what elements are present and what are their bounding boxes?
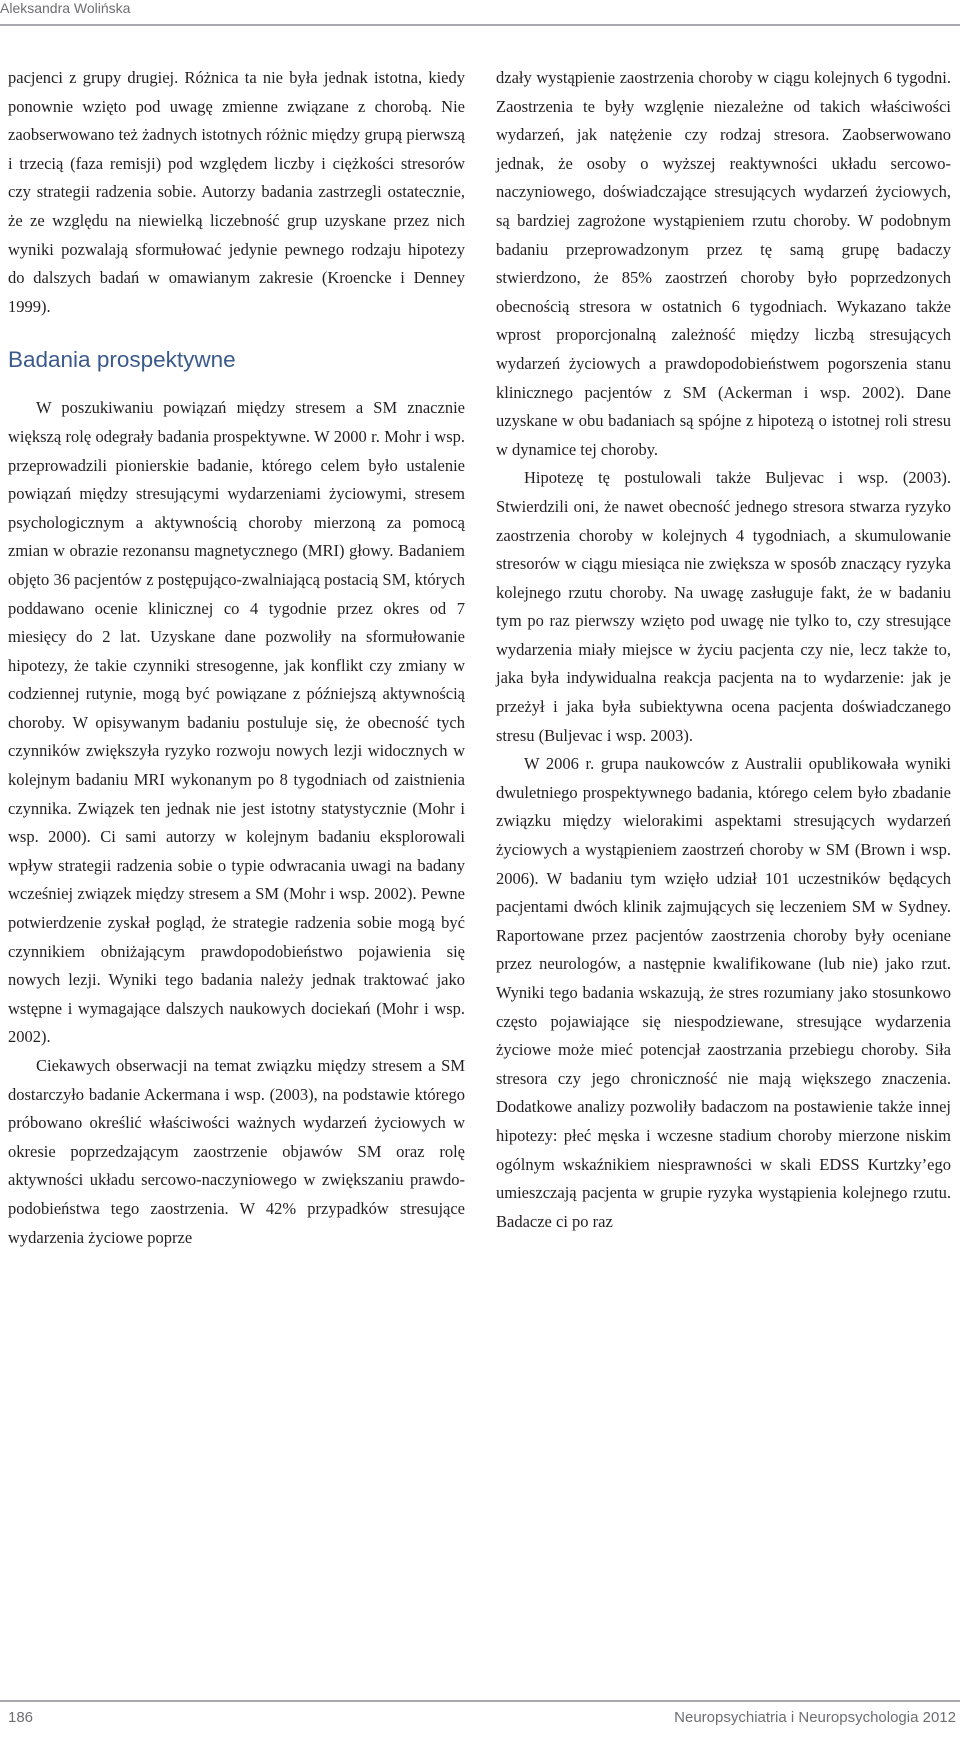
- right-column: [496, 64, 951, 1236]
- left-column: [8, 64, 465, 1252]
- paragraph: Hipotezę tę postulowali także Buljevac i wsp. (2003). Stwierdzili oni, że nawet obecność jednego stresora stwarza ryzyko zaostrzenia choroby w kolejnych 4 tygodniach, a skumulowanie stresorów w ciągu miesiąca nie zwiększa w sposób znaczący ryzyka kolejnego rzutu choroby. Na uwagę zasługuje fakt, że w badaniu tym po raz pierwszy wzięto pod uwagę nie tylko to, czy stresujące wydarzenia miały miejsce w życiu pacjenta czy nie, lecz także to, jaka była indywidualna reakcja pacjenta na to wydarzenie: jak je przeżył i jaka była subiektywna ocena pacjenta doświadczanego stresu (Buljevac i wsp. 2003).: [496, 468, 951, 745]
- journal-name: Neuropsychiatria i Neuropsychologia 2012: [674, 1709, 956, 1726]
- paragraph: W 2006 r. grupa naukowców z Australii opublikowała wyniki dwuletniego prospektywnego badania, którego celem było zbadanie związku między wielorakimi aspektami stresujących wydarzeń życiowych a wystąpieniem zaostrzeń choroby w SM (Brown i wsp. 2006). W badaniu tym wzięło udział 101 uczestników będących pacjentami dwóch klinik zajmujących się leczeniem SM w Sydney. Raportowane przez pacjentów zaostrzenia choroby były oceniane przez neurologów, a następnie kwalifikowane (lub nie) jako rzut. Wyniki tego badania wskazują, że stres rozumiany jako stosunkowo często pojawiające się niespodziewane, stresujące wydarzenia życiowe może mieć potencjał zaostrzania przebiegu choroby. Siła stresora czy jego chroniczność nie mają większego znaczenia. Dodatkowe analizy pozwoliły badaczom na postawienie także innej hipotezy: płeć męska i wczesne stadium choroby mierzone niskim ogólnym wskaźnikiem niesprawności w skali EDSS Kurtzky’ego umieszczają pacjenta w grupie ryzyka wystąpienia kolejnego rzutu. Badacze ci po raz: [496, 754, 951, 1231]
- footer-divider: [0, 1700, 960, 1702]
- running-head-author: Aleksandra Wolińska: [0, 0, 131, 16]
- paragraph: pacjenci z grupy drugiej. Różnica ta nie była jednak istotna, kiedy ponownie wzięto pod uwagę zmienne związane z chorobą. Nie zaobserwowano też żadnych istotnych różnic między grupą pierwszą i trzecią (faza remisji) pod względem liczby i ciężkości stresorów czy strategii radzenia sobie. Autorzy badania zastrzegli ostatecznie, że ze względu na niewielką liczebność grup uzyskane przez nich wyniki pozwalają sformułować jedynie pewnego rodzaju hipotezy do dalszych badań w omawianym zakresie (Kroencke i Denney 1999).: [8, 68, 465, 316]
- header-divider: [0, 24, 960, 26]
- page-number: 186: [8, 1709, 34, 1726]
- paragraph: Ciekawych obserwacji na temat związku między stresem a SM dostarczyło badanie Ackermana i wsp. (2003), na podstawie którego próbowano określić właściwości ważnych wydarzeń życiowych w okresie poprzedzającym zaostrzenie objawów SM oraz rolę aktywności układu sercowo-naczyniowego w zwiększaniu prawdopodobieństwa tego zaostrzenia. W 42% przypadków stresujące wydarzenia życiowe poprze: [8, 1056, 465, 1247]
- paragraph: W poszukiwaniu powiązań między stresem a SM znacznie większą rolę odegrały badania prospektywne. W 2000 r. Mohr i wsp. przeprowadzili pionierskie badanie, którego celem było ustalenie powiązań między stresującymi wydarzeniami życiowymi, stresem psychologicznym a aktywnością choroby mierzoną za pomocą zmian w obrazie rezonansu magnetycznego (MRI) głowy. Badaniem objęto 36 pacjentów z postępująco-zwalniającą postacią SM, których poddawano ocenie klinicznej co 4 tygodnie przez okres od 7 miesięcy do 2 lat. Uzyskane dane pozwoliły na sformułowanie hipotezy, że takie czynniki stresogenne, jak konflikt czy zmiany w codziennej rutynie, mogą być powiązane z późniejszą aktywnością choroby. W opisywanym badaniu postuluje się, że obecność tych czynników zwiększyła ryzyko rozwoju nowych lezji widocznych w kolejnym badaniu MRI wykonanym po 8 tygodniach od zaistnienia czynnika. Związek ten jednak nie jest istotny statystycznie (Mohr i wsp. 2000). Ci sami autorzy w kolejnym badaniu eksplorowali wpływ strategii radzenia sobie o typie odwracania uwagi na badany wcześniej związek między stresem a SM (Mohr i wsp. 2002). Pewne potwierdzenie zyskał pogląd, że strategie radzenia sobie mogą być czynnikiem obniżającym prawdopodobieństwo pojawienia się nowych lezji. Wyniki tego badania należy jednak traktować jako wstępne i wymagające dalszych naukowych dociekań (Mohr i wsp. 2002).: [8, 398, 465, 1047]
- paragraph: dzały wystąpienie zaostrzenia choroby w ciągu kolejnych 6 tygodni. Zaostrzenia te były wzglęnie niezależne od takich właściwości wydarzeń, jak natężenie czy rodzaj stresora. Zaobserwowano jednak, że osoby o wyższej reaktywności układu sercowo-naczyniowego, doświadczające stresujących wydarzeń życiowych, są bardziej zagrożone wystąpieniem rzutu choroby. W podobnym badaniu przeprowadzonym przez tę samą grupę badaczy stwierdzono, że 85% zaostrzeń choroby było poprzedzonych obecnością stresora w ostatnich 6 tygodniach. Wykazano także wprost proporcjonalną zależność między liczbą stresujących wydarzeń życiowych a prawdopodobieństwem pogorszenia stanu klinicznego pacjentów z SM (Ackerman i wsp. 2002). Dane uzyskane w obu badaniach są spójne z hipotezą o istotnej roli stresu w dynamice tej choroby.: [496, 68, 951, 459]
- section-heading: Badania prospektywne: [8, 347, 236, 373]
